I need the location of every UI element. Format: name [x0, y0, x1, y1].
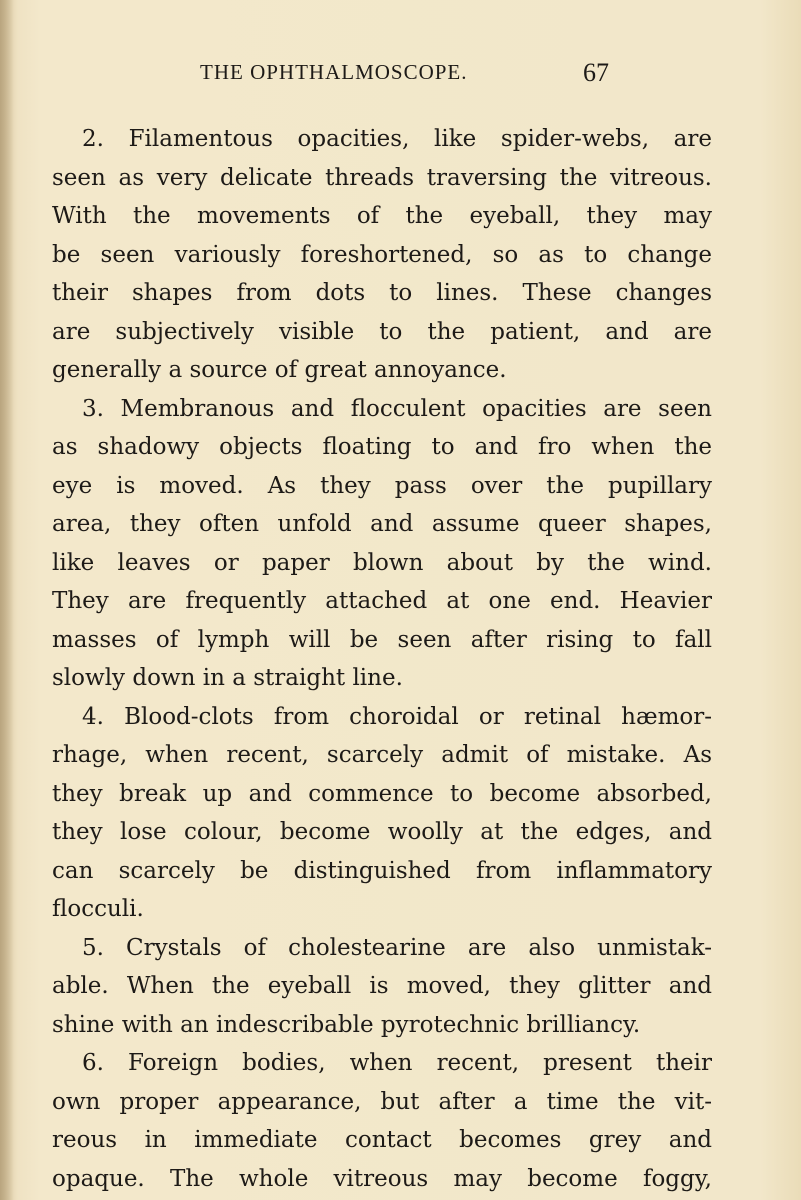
- text-line: generally a source of great annoyance.: [52, 357, 507, 383]
- text-line: 2. Filamentous opacities, like spider-webs, are: [82, 126, 712, 152]
- text-line: they lose colour, become woolly at the edges, and: [52, 819, 712, 845]
- text-line: area, they often unfold and assume queer shapes,: [52, 511, 712, 537]
- running-head: THE OPHTHALMOSCOPE.: [200, 60, 468, 84]
- text-line: are subjectively visible to the patient, and are: [52, 318, 712, 345]
- page-gutter-shadow: [0, 0, 14, 1200]
- text-line: rhage, when recent, scarcely admit of mistake. As: [52, 742, 712, 768]
- text-line: opaque. The whole vitreous may become foggy,: [52, 1165, 712, 1192]
- text-line: as shadowy objects floating to and fro when the: [52, 434, 712, 460]
- text-line: slowly down in a straight line.: [52, 665, 403, 691]
- text-line: They are frequently attached at one end. Heavier: [52, 588, 712, 614]
- text-line: eye is moved. As they pass over the pupillary: [52, 472, 712, 499]
- text-line: 5. Crystals of cholestearine are also unmistak-: [82, 934, 712, 961]
- text-line: flocculi.: [52, 896, 144, 922]
- text-line: they break up and commence to become absorbed,: [52, 780, 712, 807]
- paragraph-cholestearine-crystals: [52, 929, 712, 1045]
- text-line: own proper appearance, but after a time the vit-: [52, 1088, 712, 1115]
- text-line: 3. Membranous and flocculent opacities are seen: [82, 395, 712, 422]
- text-line: 4. Blood-clots from choroidal or retinal hæmor-: [82, 703, 712, 730]
- text-line: be seen variously foreshortened, so as to change: [52, 241, 712, 268]
- text-line: can scarcely be distinguished from inflammatory: [52, 857, 712, 884]
- text-line: like leaves or paper blown about by the wind.: [52, 549, 712, 576]
- text-line: seen as very delicate threads traversing the vitreous.: [52, 164, 712, 191]
- text-line: shine with an indescribable pyrotechnic brilliancy.: [52, 1011, 641, 1038]
- page-number: 67: [583, 58, 609, 87]
- text-line: reous in immediate contact becomes grey and: [52, 1127, 712, 1153]
- paragraph-filamentous-opacities: [52, 120, 712, 390]
- paragraph-blood-clots: [52, 698, 712, 929]
- paragraph-foreign-bodies: [52, 1044, 712, 1198]
- text-line: masses of lymph will be seen after rising to fall: [52, 626, 712, 653]
- paragraph-membranous-opacities: [52, 390, 712, 698]
- text-line: 6. Foreign bodies, when recent, present their: [82, 1050, 712, 1076]
- page-header: [0, 58, 801, 98]
- text-line: able. When the eyeball is moved, they glitter and: [52, 973, 712, 999]
- body-text: [52, 120, 712, 1198]
- text-line: With the movements of the eyeball, they may: [52, 203, 712, 229]
- text-line: their shapes from dots to lines. These changes: [52, 280, 712, 306]
